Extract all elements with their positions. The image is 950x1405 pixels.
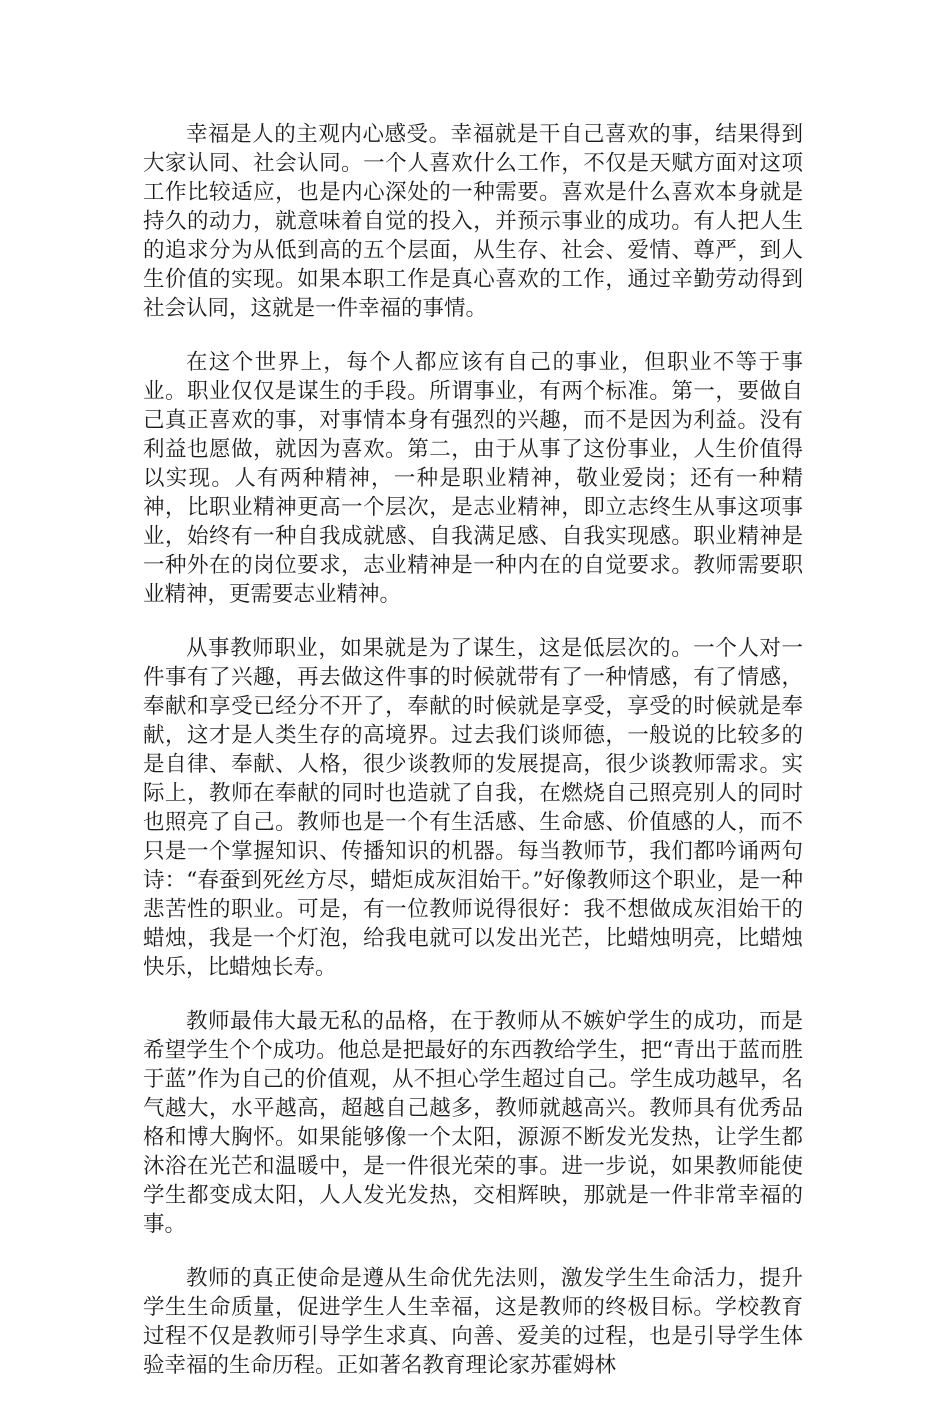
document-body [143,120,803,1405]
paragraph-5: 教师的真正使命是遵从生命优先法则，激发学生生命活力，提升学生生命质量，促进学生人生幸福，这是教师的终极目标。学校教育过程不仅是教师引导学生求真、向善、爱美的过程，也是引导学生体验幸福的生命历程。正如著名教育理论家苏霍姆林 [143,1266,803,1378]
paragraph-3: 从事教师职业，如果就是为了谋生，这是低层次的。一个人对一件事有了兴趣，再去做这件事的时候就带有了一种情感，有了情感，奉献和享受已经分不开了，奉献的时候就是享受，享受的时候就是奉献，这才是人类生存的高境界。过去我们谈师德，一般说的比较多的是自律、奉献、人格，很少谈教师的发展提高，很少谈教师需求。实际上，教师在奉献的同时也造就了自我，在燃烧自己照亮别人的同时也照亮了自己。教师也是一个有生活感、生命感、价值感的人，而不只是一个掌握知识、传播知识的机器。每当教师节，我们都吟诵两句诗：“春蚕到死丝方尽，蜡炬成灰泪始干。”好像教师这个职业，是一种悲苦性的职业。可是，有一位教师说得很好：我不想做成灰泪始干的蜡烛，我是一个灯泡，给我电就可以发出光芒，比蜡烛明亮，比蜡烛快乐，比蜡烛长寿。 [143,636,803,980]
paragraph-4: 教师最伟大最无私的品格，在于教师从不嫉妒学生的成功，而是希望学生个个成功。他总是把最好的东西教给学生，把“青出于蓝而胜于蓝”作为自己的价值观，从不担心学生超过自己。学生成功越早，名气越大，水平越高，超越自己越多，教师就越高兴。教师具有优秀品格和博大胸怀。如果能够像一个太阳，源源不断发光发热，让学生都沐浴在光芒和温暖中，是一件很光荣的事。进一步说，如果教师能使学生都变成太阳，人人发光发热，交相辉映，那就是一件非常幸福的事。 [143,1009,803,1237]
paragraph-1: 幸福是人的主观内心感受。幸福就是干自己喜欢的事，结果得到大家认同、社会认同。一个人喜欢什么工作，不仅是天赋方面对这项工作比较适应，也是内心深处的一种需要。喜欢是什么喜欢本身就是持久的动力，就意味着自觉的投入，并预示事业的成功。有人把人生的追求分为从低到高的五个层面，从生存、社会、爱情、尊严，到人生价值的实现。如果本职工作是真心喜欢的工作，通过辛勤劳动得到社会认同，这就是一件幸福的事情。 [143,122,803,321]
paragraph-2: 在这个世界上，每个人都应该有自己的事业，但职业不等于事业。职业仅仅是谋生的手段。所谓事业，有两个标准。第一，要做自己真正喜欢的事，对事情本身有强烈的兴趣，而不是因为利益。没有利益也愿做，就因为喜欢。第二，由于从事了这份事业，人生价值得以实现。人有两种精神，一种是职业精神，敬业爱岗；还有一种精神，比职业精神更高一个层次，是志业精神，即立志终生从事这项事业，始终有一种自我成就感、自我满足感、自我实现感。职业精神是一种外在的岗位要求，志业精神是一种内在的自觉要求。教师需要职业精神，更需要志业精神。 [143,350,803,607]
